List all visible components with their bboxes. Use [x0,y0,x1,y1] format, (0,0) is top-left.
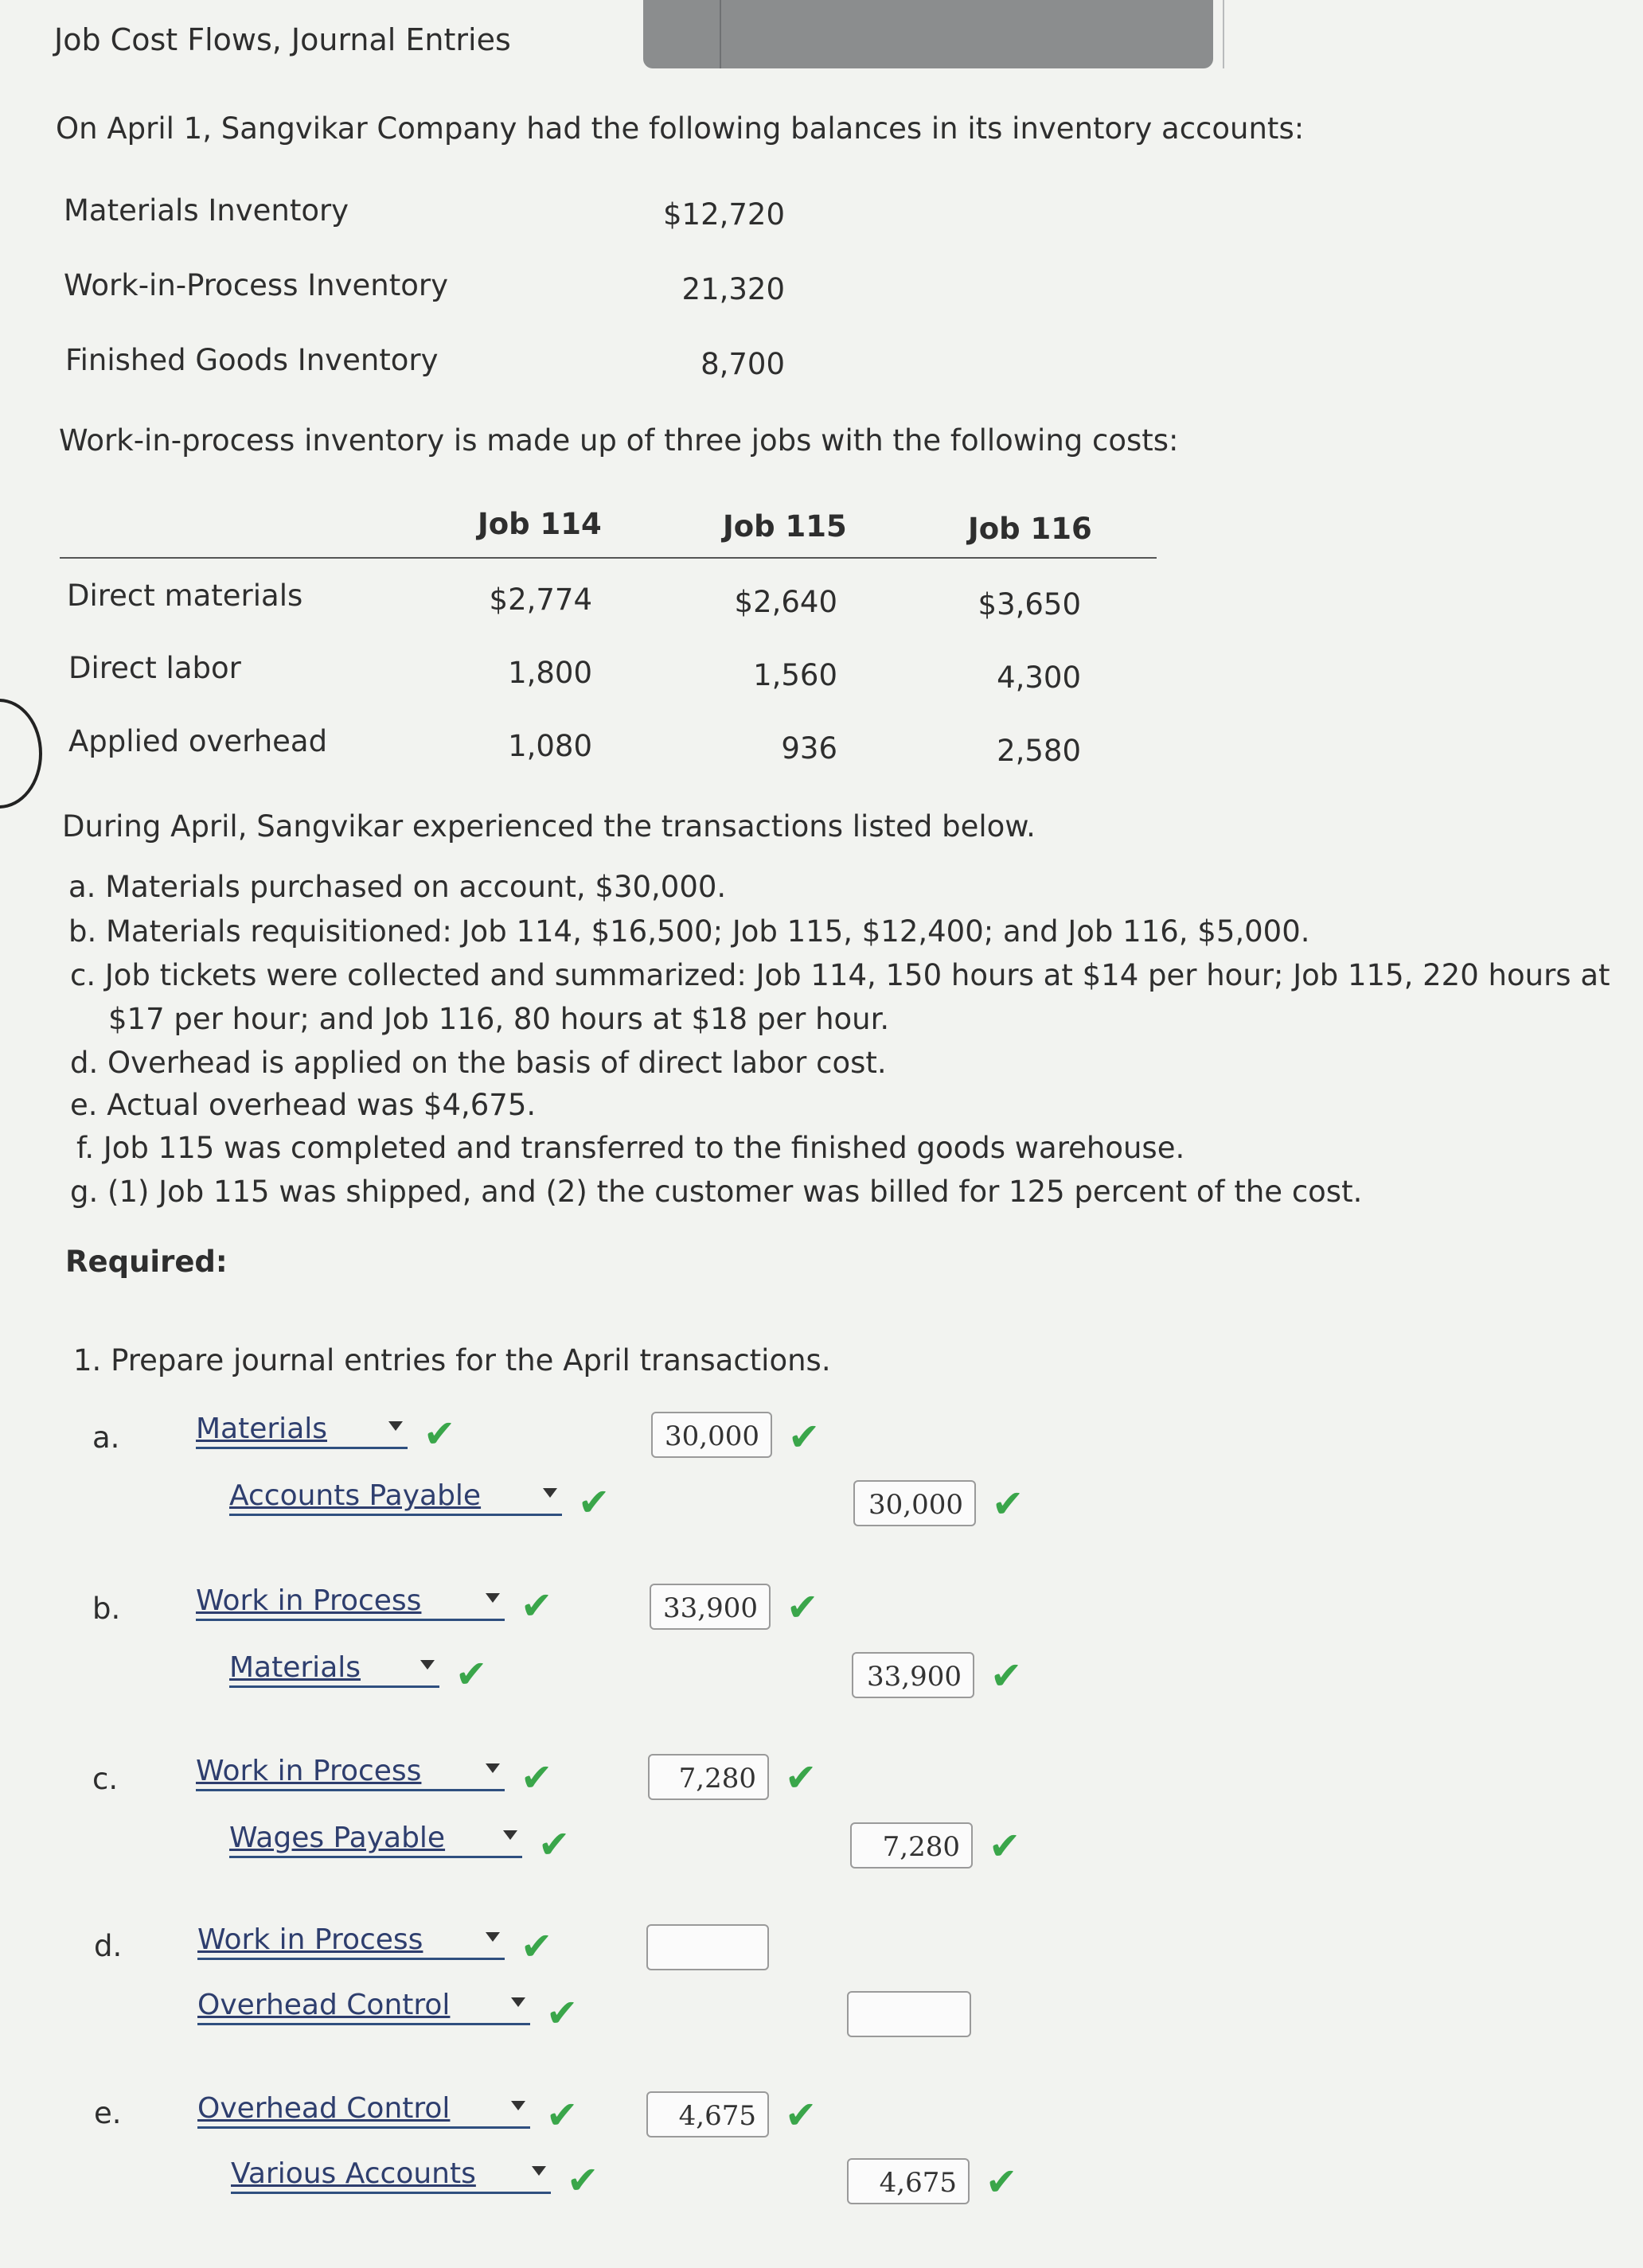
chevron-down-icon [486,1593,500,1603]
entry-d-credit-account-select[interactable] [197,1989,530,2025]
chevron-down-icon [420,1660,435,1670]
entry-b-debit-account-label: Work in Process [196,1584,422,1617]
check-icon: ✔ [786,1585,819,1630]
balance-value-finished-goods: 8,700 [701,347,785,381]
entry-c-debit-amount-input[interactable]: 7,280 [648,1754,769,1800]
entry-c-debit-account-label: Work in Process [196,1755,422,1787]
transaction-b: b. Materials requisitioned: Job 114, $16,500; Job 115, $12,400; and Job 116, $5,000. [68,914,1310,949]
entry-a-letter: a. [92,1420,120,1455]
intro-text: On April 1, Sangvikar Company had the following balances in its inventory accounts: [56,111,1305,146]
table-header-rule [60,557,1157,559]
balance-value-wip: 21,320 [681,272,785,306]
table-cell-dl-115: 1,560 [753,658,837,692]
check-icon: ✔ [538,1822,571,1867]
entry-e-credit-amount-input[interactable]: 4,675 [847,2158,970,2204]
entry-b-debit-amount-input[interactable]: 33,900 [650,1584,771,1630]
transaction-d: d. Overhead is applied on the basis of direct labor cost. [70,1046,887,1080]
entry-d-debit-account-label: Work in Process [197,1923,423,1956]
entry-c-credit-account-label: Wages Payable [229,1822,446,1854]
table-row-label-applied-overhead: Applied overhead [68,724,328,758]
table-cell-dl-114: 1,800 [508,656,592,690]
entry-b-credit-amount-input[interactable]: 33,900 [852,1652,974,1698]
entry-e-debit-account-label: Overhead Control [197,2092,451,2125]
chevron-down-icon [532,2166,546,2176]
entry-c-credit-account-select[interactable] [229,1822,522,1858]
balance-label-materials: Materials Inventory [64,193,349,228]
entry-c-letter: c. [92,1762,119,1796]
entry-b-debit-account-select[interactable] [196,1585,505,1621]
table-row-label-direct-materials: Direct materials [67,579,303,613]
entry-d-debit-amount-input[interactable] [646,1924,769,1970]
entry-a-debit-account-label: Materials [196,1413,328,1445]
check-icon: ✔ [546,2093,579,2137]
check-icon: ✔ [521,1584,553,1628]
table-cell-oh-114: 1,080 [508,729,592,763]
wip-intro-text: Work-in-process inventory is made up of three jobs with the following costs: [59,423,1179,458]
table-cell-dm-116: $3,650 [978,587,1081,622]
transaction-f: f. Job 115 was completed and transferred to the finished goods warehouse. [76,1131,1185,1165]
entry-e-debit-account-select[interactable] [197,2093,530,2129]
table-cell-dl-116: 4,300 [997,661,1081,695]
check-icon: ✔ [788,1415,821,1459]
table-cell-dm-115: $2,640 [734,585,837,619]
entry-e-credit-account-select[interactable] [231,2158,551,2194]
entry-e-credit-account-label: Various Accounts [231,2157,476,2190]
chevron-down-icon [486,1763,500,1773]
check-icon: ✔ [992,1482,1024,1526]
entry-a-debit-amount-input[interactable]: 30,000 [651,1412,772,1458]
check-icon: ✔ [423,1412,456,1456]
check-icon: ✔ [521,1756,553,1800]
question-1-prompt: 1. Prepare journal entries for the April transactions. [73,1343,831,1378]
table-cell-oh-116: 2,580 [997,734,1081,768]
entry-b-credit-account-label: Materials [229,1651,361,1684]
entry-b-letter: b. [92,1592,121,1626]
check-icon: ✔ [578,1480,611,1525]
check-icon: ✔ [985,2160,1018,2204]
balance-label-wip: Work-in-Process Inventory [64,268,448,302]
entry-e-debit-amount-input[interactable]: 4,675 [646,2091,769,2137]
transaction-c: c. Job tickets were collected and summarized: Job 114, 150 hours at $14 per hour; Job 115, 220 hours at [70,958,1610,992]
chevron-down-icon [486,1932,500,1942]
chevron-down-icon [543,1488,557,1498]
chevron-down-icon [388,1421,403,1431]
entry-a-credit-account-select[interactable] [229,1480,562,1516]
table-header-job-115: Job 115 [723,509,847,544]
required-label: Required: [65,1245,228,1279]
header-divider [720,0,721,68]
entry-a-credit-account-label: Accounts Payable [229,1479,482,1512]
header-bar [643,0,1213,68]
entry-c-credit-amount-input[interactable]: 7,280 [850,1822,973,1869]
transaction-c-continued: $17 per hour; and Job 116, 80 hours at $18 per hour. [108,1002,890,1036]
balance-label-finished-goods: Finished Goods Inventory [65,343,439,377]
check-icon: ✔ [546,1991,579,2036]
entry-a-credit-amount-input[interactable]: 30,000 [853,1480,976,1526]
entry-d-debit-account-select[interactable] [197,1924,505,1960]
transactions-intro: During April, Sangvikar experienced the transactions listed below. [62,809,1036,844]
table-cell-dm-114: $2,774 [489,583,592,617]
check-icon: ✔ [785,2093,818,2137]
chevron-down-icon [503,1830,517,1840]
header-edge [1223,0,1224,68]
entry-a-debit-account-select[interactable] [196,1413,408,1449]
check-icon: ✔ [785,1756,818,1800]
check-icon: ✔ [990,1654,1023,1698]
entry-e-letter: e. [94,2096,122,2130]
transaction-g: g. (1) Job 115 was shipped, and (2) the customer was billed for 125 percent of the cost. [70,1175,1363,1209]
check-icon: ✔ [455,1652,488,1697]
entry-d-letter: d. [94,1929,123,1963]
table-header-job-116: Job 116 [968,512,1092,546]
entry-b-credit-account-select[interactable] [229,1652,439,1688]
entry-d-credit-amount-input[interactable] [847,1991,971,2037]
chevron-down-icon [511,2101,525,2110]
chevron-down-icon [511,1997,525,2007]
check-icon: ✔ [521,1924,553,1969]
entry-c-debit-account-select[interactable] [196,1756,505,1791]
balance-value-materials: $12,720 [662,197,785,232]
table-cell-oh-115: 936 [781,731,837,766]
entry-d-credit-account-label: Overhead Control [197,1989,451,2021]
hand-drawn-circle-mark [0,699,42,809]
check-icon: ✔ [567,2158,599,2203]
page-title: Job Cost Flows, Journal Entries [54,22,511,57]
table-header-job-114: Job 114 [478,507,602,541]
table-row-label-direct-labor: Direct labor [68,651,241,685]
transaction-a: a. Materials purchased on account, $30,000. [68,870,727,904]
check-icon: ✔ [989,1824,1021,1869]
transaction-e: e. Actual overhead was $4,675. [70,1088,537,1122]
